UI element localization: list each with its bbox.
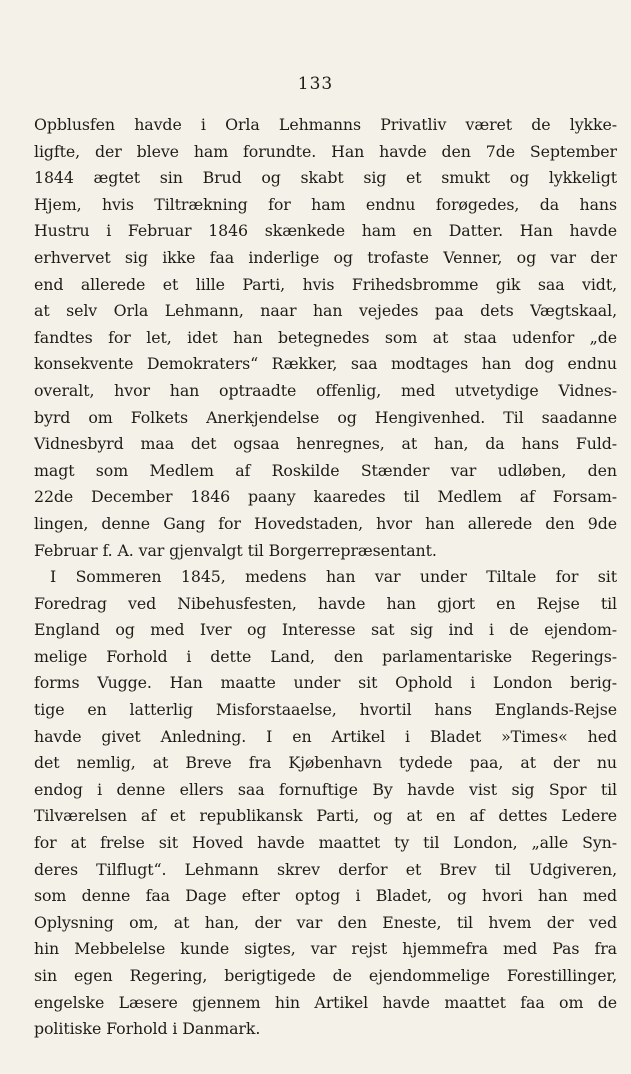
text-line: Februar f. A. var gjenvalgt til Borgerrepræsentant. [34,540,437,560]
text-line: som denne faa Dage efter optog i Bladet, og hvori han med [34,886,617,906]
text-line: for at frelse sit Hoved havde maattet ty til London, „alle Syn- [34,833,617,853]
text-line: deres Tilflugt“. Lehmann skrev derfor et Brev til Udgiveren, [34,859,617,879]
text-line: magt som Medlem af Roskilde Stænder var udløben, den [34,460,617,480]
text-line: at selv Orla Lehmann, naar han vejedes paa dets Vægtskaal, [34,301,617,321]
page-number: 133 [297,74,334,94]
text-line: sin egen Regering, berigtigede de ejendommelige Forestillinger, [34,966,617,985]
text-line: konsekvente Demokraters“ Rækker, saa modtages han dog endnu [34,354,617,374]
text-line: hin Mebbelelse kunde sigtes, var rejst hjemmefra med Pas fra [34,939,617,959]
text-line: I Sommeren 1845, medens han var under Tiltale for sit [50,567,617,587]
text-line: Foredrag ved Nibehusfesten, havde han gjort en Rejse til [34,593,617,613]
text-line: ligfte, der bleve ham forundte. Han havde den 7de September [34,141,617,161]
text-line: melige Forhold i dette Land, den parlamentariske Regerings- [34,646,617,666]
text-line: England og med Iver og Interesse sat sig ind i de ejendom- [34,620,617,640]
text-line: tige en latterlig Misforstaaelse, hvortil hans Englands-Rejse [34,700,617,720]
text-line: Hustru i Februar 1846 skænkede ham en Datter. Han havde [34,221,617,241]
text-line: 1844 ægtet sin Brud og skabt sig et smukt og lykkeligt [34,168,617,188]
body-text [34,112,617,1043]
text-line: lingen, denne Gang for Hovedstaden, hvor han allerede den 9de [34,513,617,533]
text-line: overalt, hvor han optraadte offenlig, med utvetydige Vidnes- [34,380,617,400]
text-line: Vidnesbyrd maa det ogsaa henregnes, at han, da hans Fuld- [34,434,617,454]
text-line: fandtes for let, idet han betegnedes som at staa udenfor „de [34,327,617,347]
text-line: forms Vugge. Han maatte under sit Ophold i London berig- [34,673,617,693]
text-line: Hjem, hvis Tiltrækning for ham endnu forøgedes, da hans [34,194,617,214]
text-line: erhvervet sig ikke faa inderlige og trofaste Venner, og var der [34,247,617,267]
text-line: havde givet Anledning. I en Artikel i Bladet »Times« hed [34,726,617,746]
text-line: byrd om Folkets Anerkjendelse og Hengivenhed. Til saadanne [34,407,617,427]
text-line: politiske Forhold i Danmark. [34,1019,261,1039]
text-line: 22de December 1846 paany kaaredes til Medlem af Forsam- [34,487,617,507]
text-line: det nemlig, at Breve fra Kjøbenhavn tydede paa, at der nu [34,753,617,773]
text-line: Opblusfen havde i Orla Lehmanns Privatliv været de lykke- [34,115,617,134]
text-line: Oplysning om, at han, der var den Eneste, til hvem der ved [34,912,617,932]
text-line: Tilværelsen af et republikansk Parti, og at en af dettes Ledere [34,806,617,826]
text-line: engelske Læsere gjennem hin Artikel havde maattet faa om de [34,992,617,1012]
text-line: endog i denne ellers saa fornuftige By havde vist sig Spor til [34,779,617,799]
text-line: end allerede et lille Parti, hvis Frihedsbromme gik saa vidt, [34,274,617,294]
